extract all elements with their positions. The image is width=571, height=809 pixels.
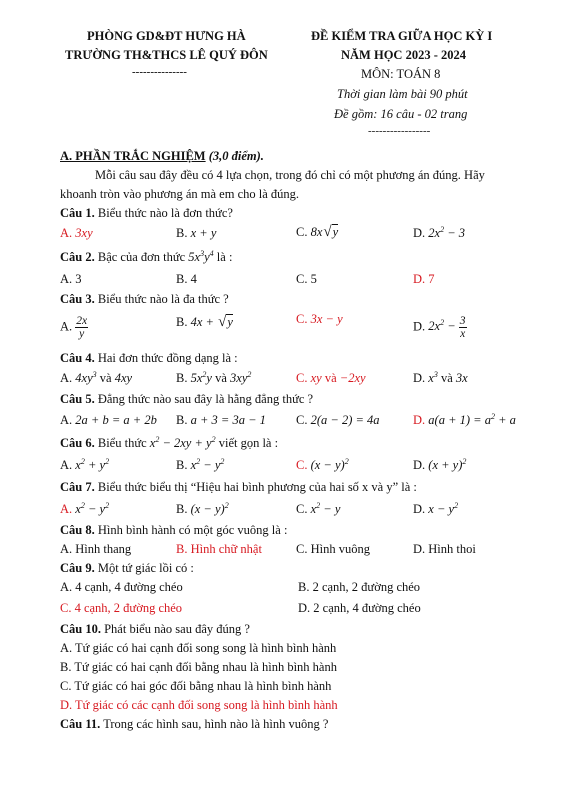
q3-option-b[interactable]: B. 4x + √y xyxy=(176,314,233,330)
section-a-points: (3,0 điểm). xyxy=(208,149,264,163)
q10-option-c[interactable]: C. Tứ giác có hai góc đối bằng nhau là hình bình hành xyxy=(60,679,332,693)
q8-option-d[interactable]: D. Hình thoi xyxy=(413,542,476,556)
school-year: NĂM HỌC 2023 - 2024 xyxy=(341,48,466,62)
header-left-rule: --------------- xyxy=(132,66,187,78)
question-text: Biểu thức nào là đơn thức? xyxy=(97,206,233,220)
question-2: Câu 2. Bậc của đơn thức $5x^3y^4$ là : xyxy=(60,249,233,264)
question-4: Câu 4. Hai đơn thức đồng dạng là : xyxy=(60,351,238,365)
question-11: Câu 11. Trong các hình sau, hình nào là hình vuông ? xyxy=(60,717,329,731)
q7-option-d[interactable]: D. $x - y^2$ xyxy=(413,501,459,516)
subject: MÔN: TOÁN 8 xyxy=(361,67,441,81)
duration: Thời gian làm bài 90 phút xyxy=(337,87,468,101)
q3-option-c[interactable]: C. 3x − y xyxy=(296,312,343,326)
q10-option-d[interactable]: D. Tứ giác có các cạnh đối song song là hình bình hành xyxy=(60,698,338,712)
section-a-heading xyxy=(60,149,264,164)
q6-option-b[interactable]: B. $x^2 - y^2$ xyxy=(176,457,225,472)
q8-option-a[interactable]: A. Hình thang xyxy=(60,542,132,556)
q5-option-a[interactable]: A. 2a + b = a + 2b xyxy=(60,413,157,427)
q9-option-b[interactable]: B. 2 cạnh, 2 đường chéo xyxy=(298,580,421,594)
q10-option-a[interactable]: A. Tứ giác có hai cạnh đối song song là hình bình hành xyxy=(60,641,337,655)
header-right-rule: ----------------- xyxy=(368,125,431,137)
section-a-intro-2: khoanh tròn vào phương án mà em cho là đúng. xyxy=(60,187,300,201)
question-8: Câu 8. Hình bình hành có một góc vuông là : xyxy=(60,523,288,537)
q2-option-c[interactable]: C. 5 xyxy=(296,272,317,286)
q5-option-c[interactable]: C. 2(a − 2) = 4a xyxy=(296,413,380,427)
exam-title: ĐỀ KIỂM TRA GIỮA HỌC KỲ I xyxy=(311,29,493,43)
q1-option-b[interactable]: B. x + y xyxy=(176,226,217,240)
q3-option-d[interactable]: D. $2x^2$ − $\frac{3}{x}$ xyxy=(413,315,466,340)
q2-option-b[interactable]: B. 4 xyxy=(176,272,197,286)
q5-option-b[interactable]: B. a + 3 = 3a − 1 xyxy=(176,413,266,427)
q4-option-a[interactable]: A. $4xy^3$ và 4xy xyxy=(60,370,133,385)
q9-option-c[interactable]: C. 4 cạnh, 2 đường chéo xyxy=(60,601,183,615)
q4-option-d[interactable]: D. $x^3$ và 3x xyxy=(413,370,468,385)
q4-option-c[interactable]: C. xy và −2xy xyxy=(296,371,366,385)
q5-option-d[interactable]: D. $a(a + 1) = a^2 + a$ xyxy=(413,412,516,427)
q9-option-a[interactable]: A. 4 cạnh, 4 đường chéo xyxy=(60,580,183,594)
q7-option-b[interactable]: B. $(x - y)^2$ xyxy=(176,501,229,516)
q3-option-a[interactable]: A. $\frac{2x}{y}$ xyxy=(60,315,88,340)
school-office: PHÒNG GD&ĐT HƯNG HÀ xyxy=(87,29,246,43)
question-3: Câu 3. Biểu thức nào là đa thức ? xyxy=(60,292,229,306)
page-count: Đề gồm: 16 câu - 02 trang xyxy=(334,107,468,121)
question-7: Câu 7. Biểu thức biểu thị “Hiệu hai bình phương của hai số x và y” là : xyxy=(60,480,417,494)
q8-option-b[interactable]: B. Hình chữ nhật xyxy=(176,542,262,556)
q8-option-c[interactable]: C. Hình vuông xyxy=(296,542,370,556)
q1-option-a[interactable]: A. 3xy xyxy=(60,226,93,240)
q6-option-a[interactable]: A. $x^2 + y^2$ xyxy=(60,457,110,472)
q6-option-d[interactable]: D. $(x + y)^2$ xyxy=(413,457,467,472)
school-name: TRƯỜNG TH&THCS LÊ QUÝ ĐÔN xyxy=(65,48,268,62)
q4-option-b[interactable]: B. $5x^2y$ và $3xy^2$ xyxy=(176,370,252,385)
q2-option-d[interactable]: D. 7 xyxy=(413,272,435,286)
question-6: Câu 6. Biểu thức $x^2 - 2xy + y^2$ viết gọn là : xyxy=(60,435,279,450)
q1-option-c[interactable]: C. 8x√y xyxy=(296,224,339,240)
question-5: Câu 5. Đẳng thức nào sau đây là hằng đẳng thức ? xyxy=(60,392,314,406)
q6-option-c[interactable]: C. $(x - y)^2$ xyxy=(296,457,349,472)
q9-option-d[interactable]: D. 2 cạnh, 4 đường chéo xyxy=(298,601,421,615)
q10-option-b[interactable]: B. Tứ giác có hai cạnh đối bằng nhau là hình bình hành xyxy=(60,660,337,674)
question-10: Câu 10. Phát biểu nào sau đây đúng ? xyxy=(60,622,250,636)
q7-option-a[interactable]: A. $x^2 - y^2$ xyxy=(60,501,110,516)
q1-option-d[interactable]: D. $2x^2 - 3$ xyxy=(413,225,466,240)
question-1 xyxy=(60,206,233,221)
section-a-intro-1: Mỗi câu sau đây đều có 4 lựa chọn, trong đó chỉ có một phương án đúng. Hãy xyxy=(95,168,485,182)
question-label: Câu 1. xyxy=(60,206,95,220)
q7-option-c[interactable]: C. $x^2 - y$ xyxy=(296,501,341,516)
section-a-title: A. PHẦN TRẮC NGHIỆM xyxy=(60,149,206,163)
question-9: Câu 9. Một tứ giác lồi có : xyxy=(60,561,194,575)
q2-option-a[interactable]: A. 3 xyxy=(60,272,82,286)
